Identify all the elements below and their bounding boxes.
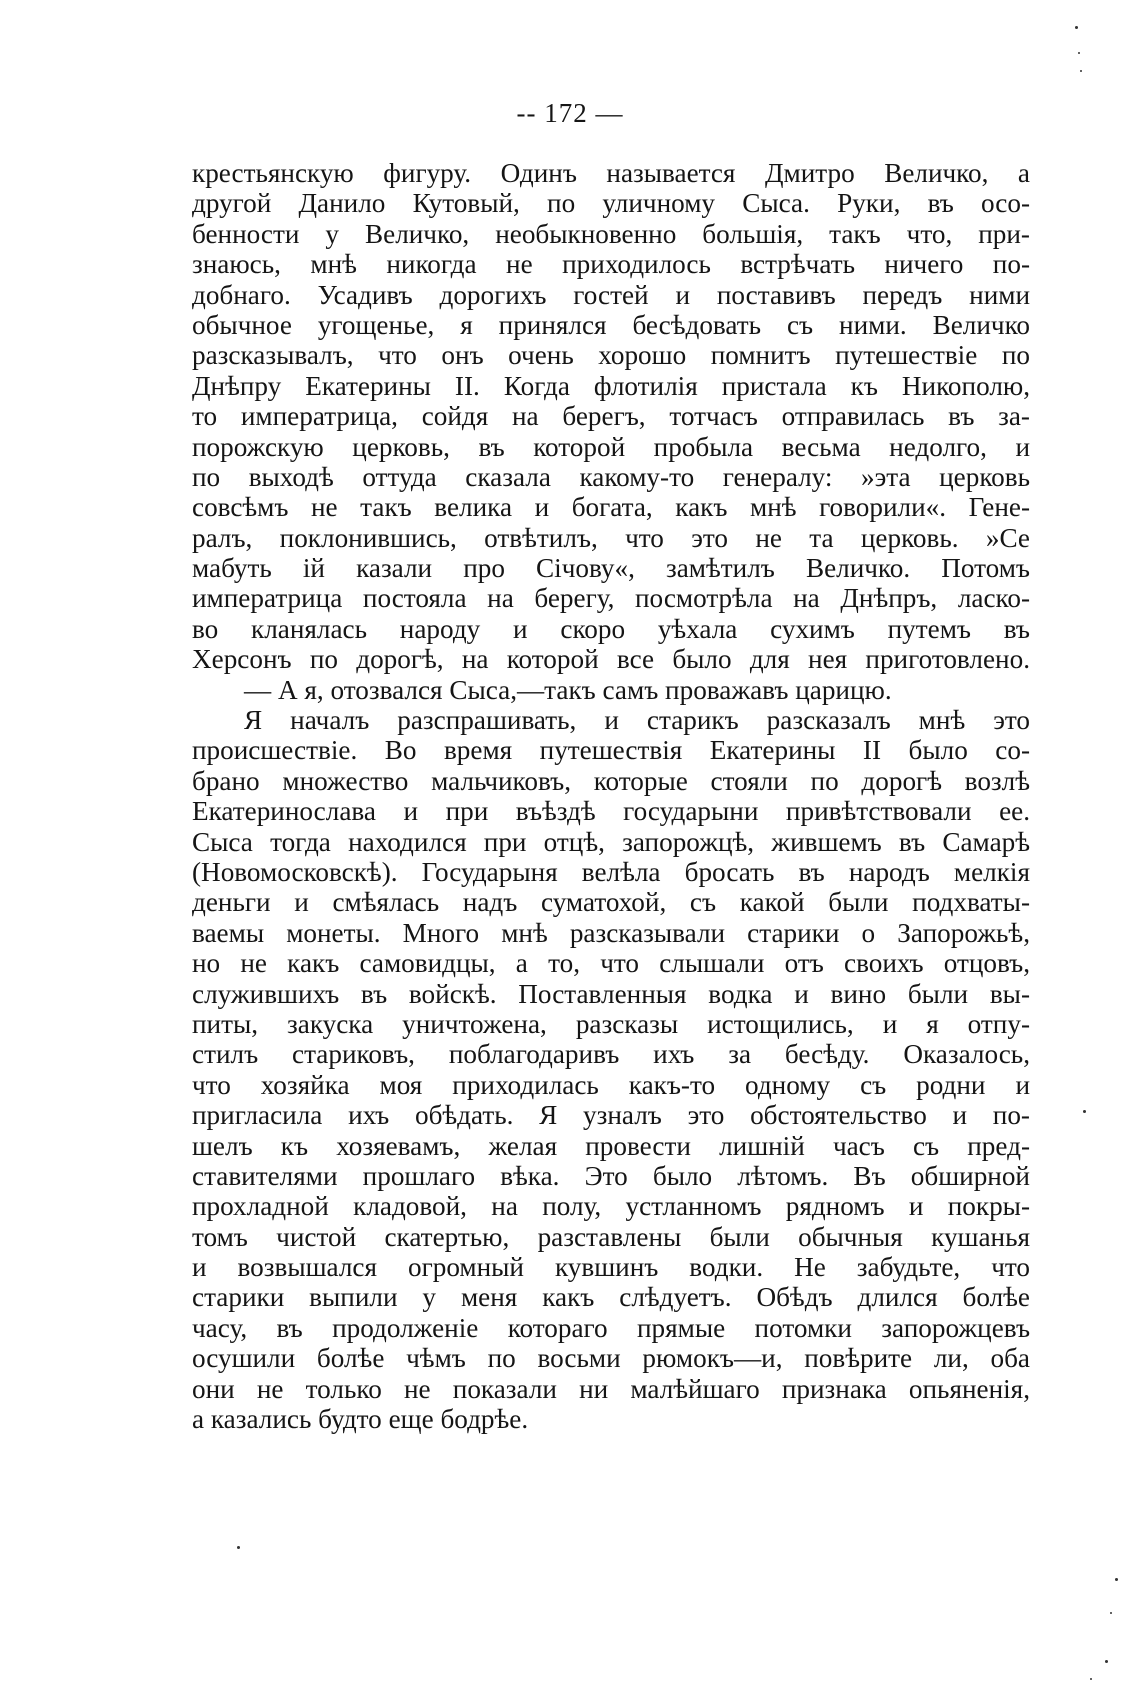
text-line: томъ чистой скатертью, разставлены были обычныя кушанья — [192, 1221, 1030, 1252]
text-line: Днѣпру Екатерины II. Когда флотилія пристала къ Никополю, — [192, 370, 1030, 401]
text-line: шелъ къ хозяевамъ, желая провести лишній часъ съ пред- — [192, 1130, 1030, 1161]
text-line: ваемы монеты. Много мнѣ разсказывали старики о Запорожьѣ, — [192, 917, 1030, 948]
text-line: Екатеринослава и при въѣздѣ государыни привѣтствовали ее. — [192, 796, 1030, 827]
text-line: бенности у Величко, необыкновенно большія, такъ что, при- — [192, 218, 1030, 249]
text-line: стилъ стариковъ, поблагодаривъ ихъ за бесѣду. Оказалось, — [192, 1039, 1030, 1070]
page-number: -- 172 — — [516, 98, 624, 128]
text-line: и возвышался огромный кувшинъ водки. Не забудьте, что — [192, 1252, 1030, 1283]
scan-speck — [1105, 1660, 1108, 1663]
text-line: добнаго. Усадивъ дорогихъ гостей и поставивъ передъ ними — [192, 279, 1030, 310]
scan-speck — [1075, 26, 1078, 29]
text-line: ралъ, поклонившись, отвѣтилъ, что это не та церковь. »Се — [192, 522, 1030, 553]
text-line: то императрица, сойдя на берегъ, тотчасъ отправилась въ за- — [192, 401, 1030, 432]
text-line: обычное угощенье, я принялся бесѣдовать съ ними. Величко — [192, 309, 1030, 340]
text-line: служившихъ въ войскѣ. Поставленныя водка и вино были вы- — [192, 978, 1030, 1009]
text-line: мабуть ій казали про Січову«, замѣтилъ Величко. Потомъ — [192, 553, 1030, 584]
text-line: прохладной кладовой, на полу, устланномъ рядномъ и покры- — [192, 1191, 1030, 1222]
text-line: ставителями прошлаго вѣка. Это было лѣтомъ. Въ обширной — [192, 1160, 1030, 1191]
text-line: по выходѣ оттуда сказала какому-то генералу: »эта церковь — [192, 461, 1030, 492]
text-line: деньги и смѣялась надъ суматохой, съ какой были подхваты- — [192, 887, 1030, 918]
text-line: а казались будто еще бодрѣе. — [192, 1404, 529, 1435]
scan-speck — [1115, 1578, 1118, 1581]
text-line: — А я, отозвался Сыса,—такъ самъ проважавъ царицю. — [244, 674, 892, 705]
text-line: порожскую церковь, въ которой пробыла весьма недолго, и — [192, 431, 1030, 462]
text-line: осушили болѣе чѣмъ по восьми рюмокъ—и, повѣрите ли, оба — [192, 1343, 1030, 1374]
text-line: происшествіе. Во время путешествія Екатерины II было со- — [192, 735, 1030, 766]
text-line: но не какъ самовидцы, а то, что слышали отъ своихъ отцовъ, — [192, 948, 1030, 979]
text-line: Херсонъ по дорогѣ, на которой все было для нея приготовлено. — [192, 644, 1030, 675]
scan-speck — [1080, 70, 1082, 72]
text-line: часу, въ продолженіе котораго прямые потомки запорожцевъ — [192, 1312, 1030, 1343]
text-line: знаюсь, мнѣ никогда не приходилось встрѣчать ничего по- — [192, 249, 1030, 280]
text-line: они не только не показали ни малѣйшаго признака опьяненія, — [192, 1373, 1030, 1404]
scan-speck — [1110, 1612, 1112, 1614]
text-line: императрица постояла на берегу, посмотрѣла на Днѣпръ, ласко- — [192, 583, 1030, 614]
scan-speck — [1090, 1678, 1092, 1680]
text-line: питы, закуска уничтожена, разсказы истощились, и я отпу- — [192, 1008, 1030, 1039]
text-line: другой Данило Кутовый, по уличному Сыса. Руки, въ осо- — [192, 188, 1030, 219]
text-line: что хозяйка моя приходилась какъ-то одному съ родни и — [192, 1069, 1030, 1100]
text-line: пригласила ихъ обѣдать. Я узналъ это обстоятельство и по- — [192, 1100, 1030, 1131]
text-line: (Новомосковскѣ). Государыня велѣла бросать въ народъ мелкія — [192, 856, 1030, 887]
scan-speck — [1078, 52, 1080, 54]
text-line: во кланялась народу и скоро уѣхала сухимъ путемъ въ — [192, 613, 1030, 644]
body-text — [192, 158, 1030, 1434]
scan-speck — [1083, 1110, 1086, 1113]
text-line: крестьянскую фигуру. Одинъ называется Дмитро Величко, а — [192, 158, 1030, 188]
text-line: брано множество мальчиковъ, которые стояли по дорогѣ возлѣ — [192, 765, 1030, 796]
text-line: Сыса тогда находился при отцѣ, запорожцѣ, жившемъ въ Самарѣ — [192, 826, 1030, 857]
text-line: старики выпили у меня какъ слѣдуетъ. Обѣдъ длился болѣе — [192, 1282, 1030, 1313]
text-line: совсѣмъ не такъ велика и богата, какъ мнѣ говорили«. Гене- — [192, 492, 1030, 523]
text-line: разсказывалъ, что онъ очень хорошо помнитъ путешествіе по — [192, 340, 1030, 371]
scan-speck — [237, 1546, 240, 1549]
text-line: Я началъ разспрашивать, и старикъ разсказалъ мнѣ это — [244, 705, 1030, 736]
